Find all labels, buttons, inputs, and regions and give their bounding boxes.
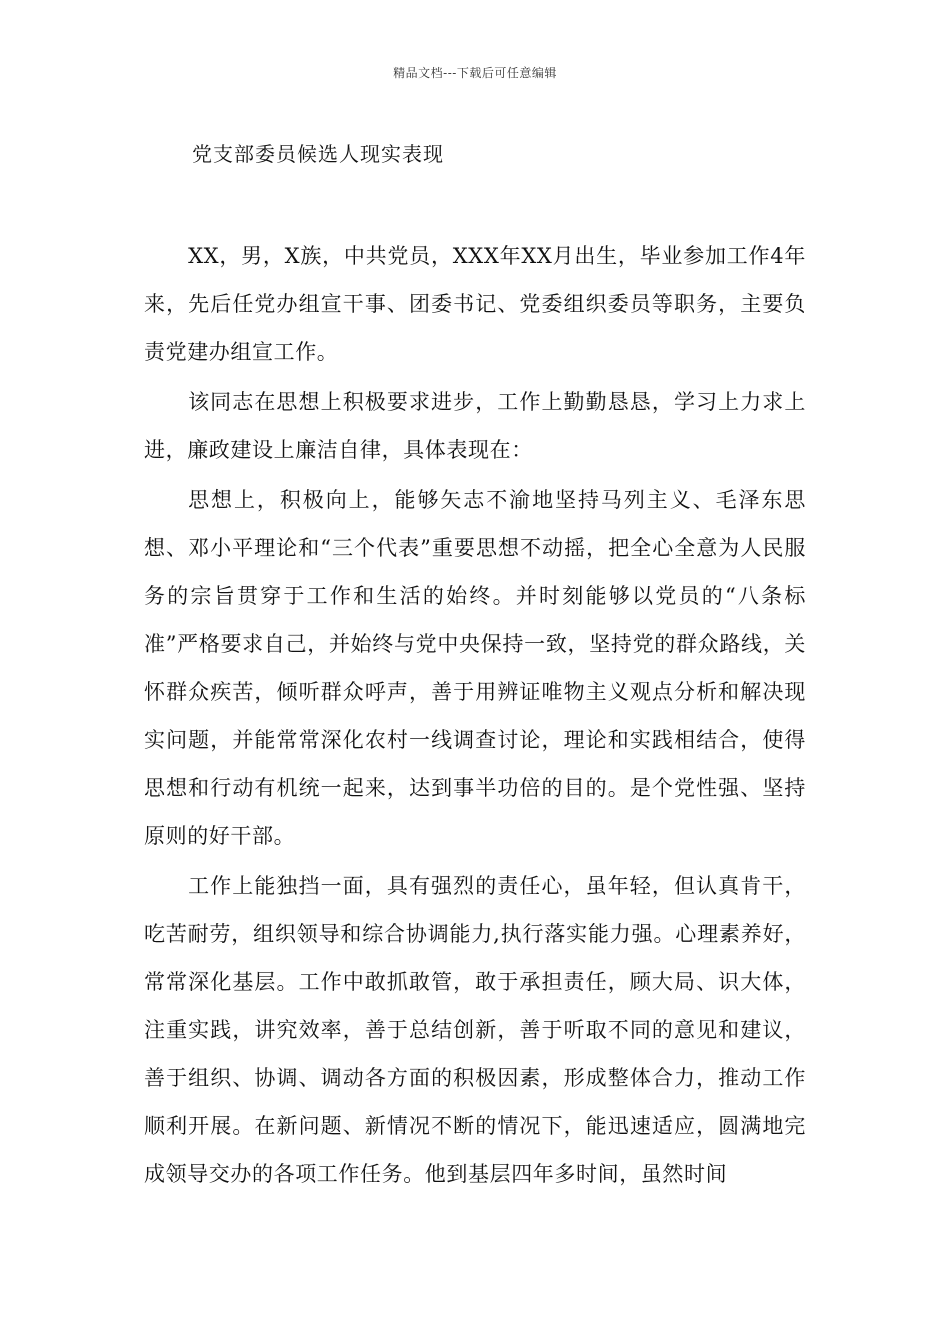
page-header: 精品文档---下载后可任意编辑 bbox=[393, 66, 557, 80]
paragraph-work: 工作上能独挡一面，具有强烈的责任心，虽年轻，但认真肯干，吃苦耐劳，组织领导和综合协调能力,执行落实能力强。心理素养好，常常深化基层。工作中敢抓敢管，敢于承担责任，顾大局、识大体，注重实践，讲究效率，善于总结创新，善于听取不同的意见和建议，善于组织、协调、调动各方面的积极因素，形成整体合力，推动工作顺利开展。在新问题、新情况不断的情况下，能迅速适应，圆满地完成领导交办的各项工作任务。他到基层四年多时间，虽然时间 bbox=[144, 874, 806, 1186]
document-body bbox=[144, 232, 806, 1200]
document-title: 党支部委员候选人现实表现 bbox=[192, 142, 444, 166]
paragraph-ideology: 思想上，积极向上，能够矢志不渝地坚持马列主义、毛泽东思想、邓小平理论和“三个代表”重要思想不动摇，把全心全意为人民服务的宗旨贯穿于工作和生活的始终。并时刻能够以党员的“八条标准”严格要求自己，并始终与党中央保持一致，坚持党的群众路线，关怀群众疾苦，倾听群众呼声，善于用辨证唯物主义观点分析和解决现实问题，并能常常深化农村一线调查讨论，理论和实践相结合，使得思想和行动有机统一起来，达到事半功倍的目的。是个党性强、坚持原则的好干部。 bbox=[144, 488, 806, 848]
paragraph-basic-info: XX，男，X族，中共党员，XXX年XX月出生，毕业参加工作4年来，先后任党办组宣干事、团委书记、党委组织委员等职务，主要负责党建办组宣工作。 bbox=[144, 244, 806, 364]
paragraph-summary: 该同志在思想上积极要求进步，工作上勤勤恳恳，学习上力求上进，廉政建设上廉洁自律，具体表现在： bbox=[144, 390, 806, 462]
